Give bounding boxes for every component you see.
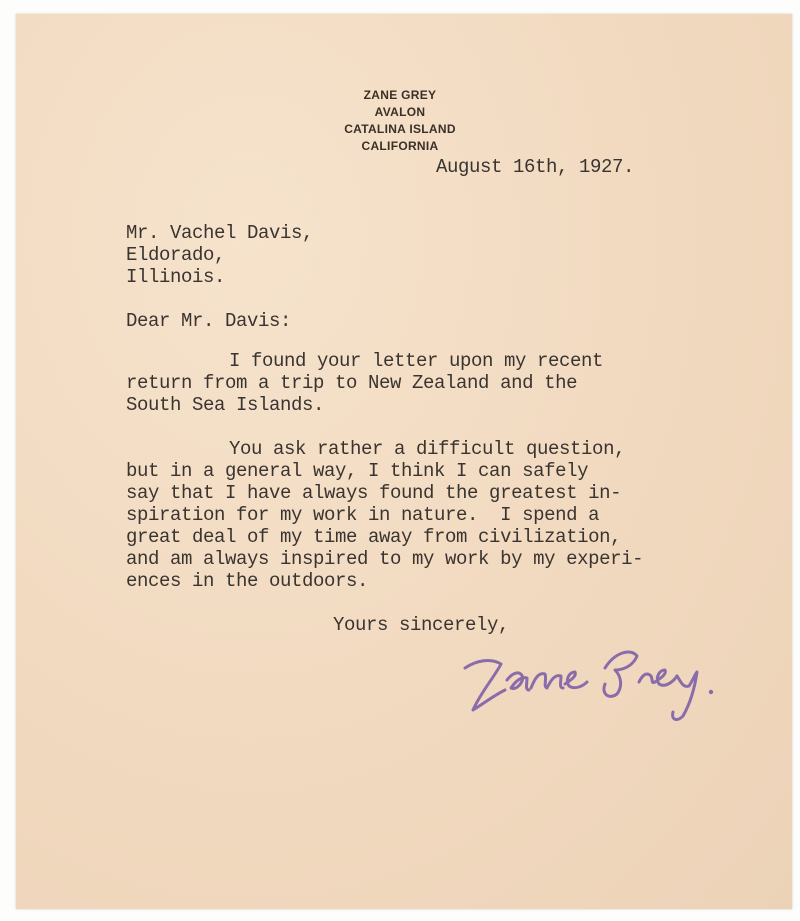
body-line: South Sea Islands. (126, 394, 325, 416)
body-line: but in a general way, I think I can safely (126, 460, 589, 482)
address-line-3: Illinois. (126, 266, 226, 288)
letterhead-name: ZANE GREY (363, 88, 437, 102)
address-line-1: Mr. Vachel Davis, (126, 222, 314, 244)
letterhead (300, 88, 500, 158)
body-line: ences in the outdoors. (126, 570, 369, 592)
body-line: say that I have always found the greatest in- (126, 482, 622, 504)
body-line: I found your letter upon my recent (229, 350, 604, 372)
letterhead-line-2: CATALINA ISLAND (344, 122, 456, 136)
letterhead-line-3: CALIFORNIA (361, 139, 439, 153)
address-line-2: Eldorado, (126, 244, 226, 266)
body-line: spiration for my work in nature. I spend a (126, 504, 600, 526)
salutation: Dear Mr. Davis: (126, 310, 292, 332)
letter-date: August 16th, 1927. (436, 156, 635, 178)
closing: Yours sincerely, (333, 614, 510, 636)
signature (455, 630, 735, 730)
body-line: return from a trip to New Zealand and the (126, 372, 578, 394)
body-line: and am always inspired to my work by my experi- (126, 548, 644, 570)
body-line: You ask rather a difficult question, (229, 438, 626, 460)
letterhead-line-1: AVALON (374, 105, 426, 119)
body-line: great deal of my time away from civilization, (126, 526, 622, 548)
